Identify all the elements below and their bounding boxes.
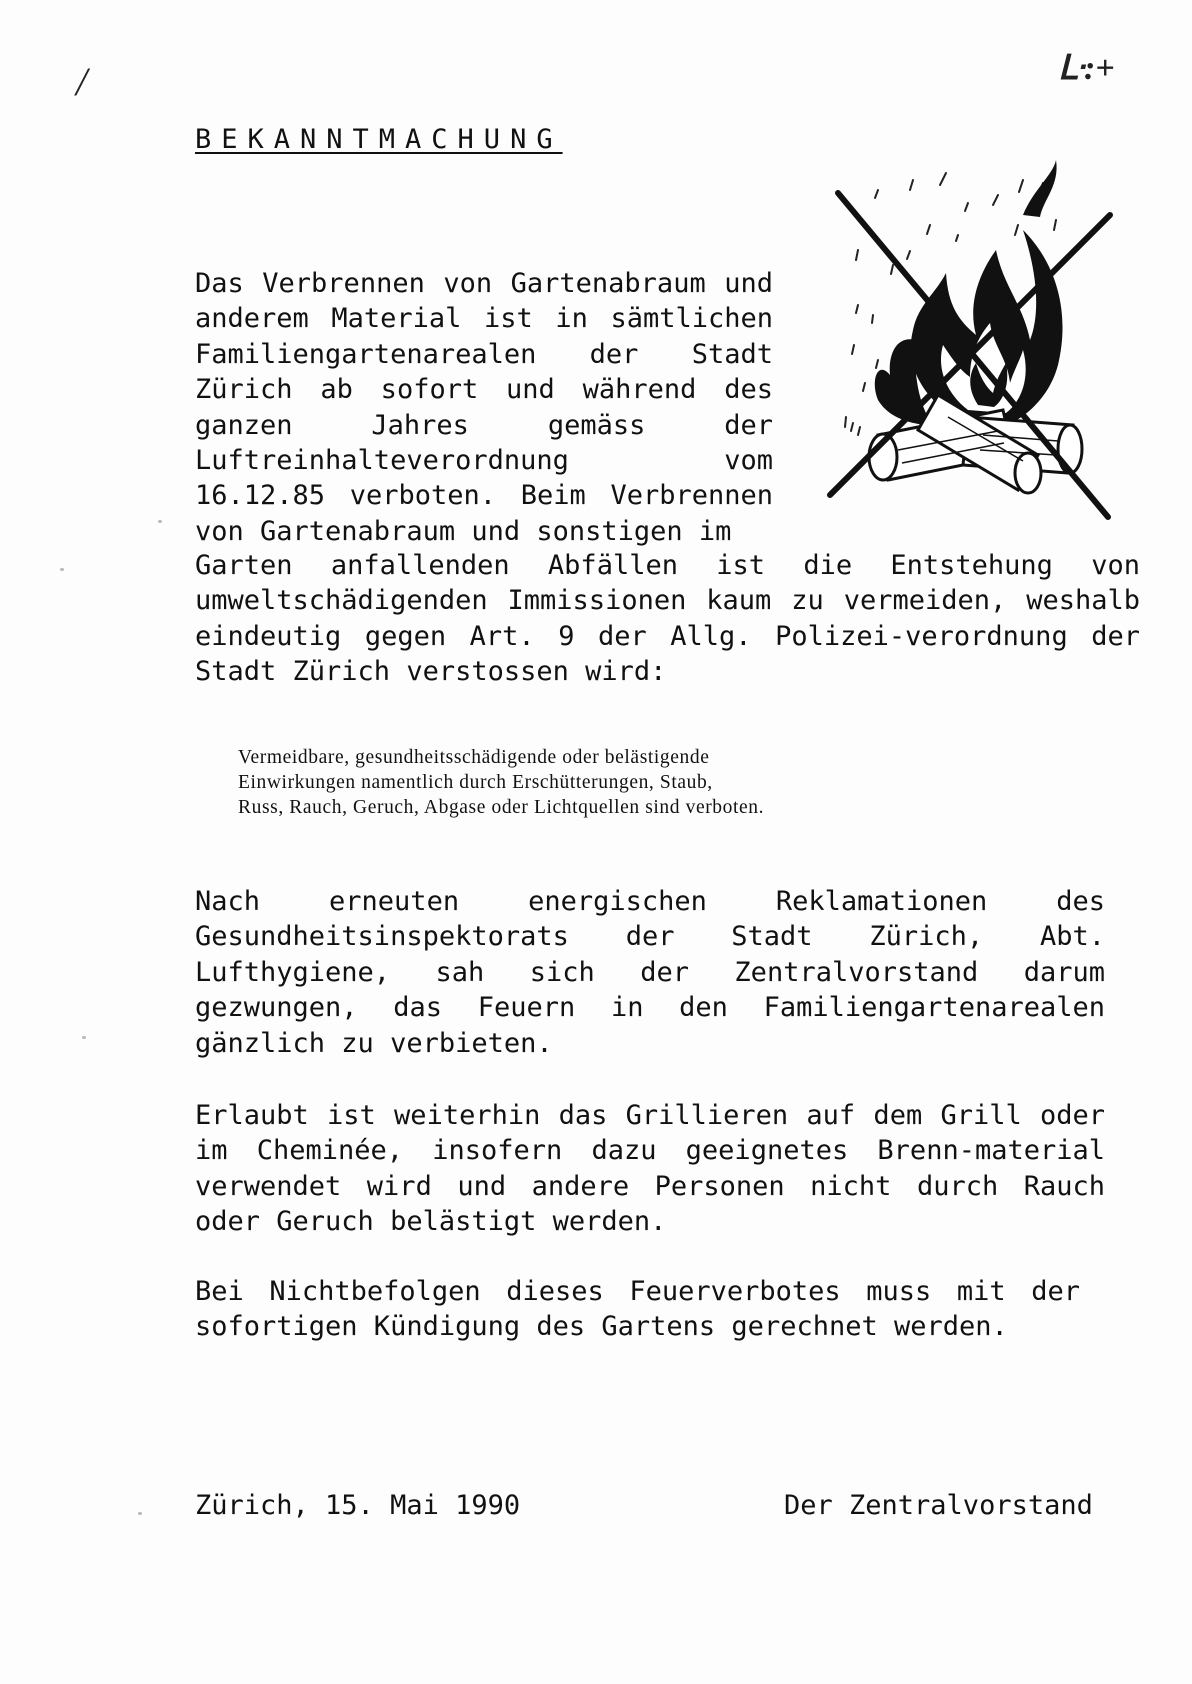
corner-mark: / [76,59,88,104]
ordinance-quote [238,745,1118,820]
intro-paragraph-part1: Das Verbrennen von Gartenabraum und anderem Material ist in sämtlichen Familiengartenarealen der Stadt Zürich ab sofort und während des ganzen Jahres gemäss der Luftreinhalteverordnung vom 16.12.85 verboten. Beim Verbrennen von Gartenabraum und sonstigen im [195,268,773,547]
complaint-paragraph: Nach erneuten energischen Reklamationen des Gesundheitsinspektorats der Stadt Zürich, Abt. Lufthygiene, sah sich der Zentralvorstand darum gezwungen, das Feuern in den Familiengartenarealen gänzlich zu verbieten. [195,886,1105,1059]
scan-speck [82,1036,86,1039]
intro-paragraph-part2: Garten anfallenden Abfällen ist die Entstehung von umweltschädigenden Immissionen kaum zu vermeiden, weshalb eindeutig gegen Art. 9 der Allg. Polizei-verordnung der Stadt Zürich verstossen wird: [195,550,1140,688]
handwritten-page-number: ᒷ:+ [1058,50,1115,87]
quote-line: Russ, Rauch, Geruch, Abgase oder Lichtquellen sind verboten. [238,797,765,818]
scan-speck [158,520,162,523]
quote-line: Vermeidbare, gesundheitsschädigende oder belästigende [238,747,710,768]
scan-speck [60,568,64,571]
quote-line: Einwirkungen namentlich durch Erschütterungen, Staub, [238,772,713,793]
scan-speck [138,1512,142,1515]
page-title: BEKANNTMACHUNG [195,124,563,155]
grill-paragraph: Erlaubt ist weiterhin das Grillieren auf dem Grill oder im Cheminée, insofern dazu geeignetes Brenn-material verwendet wird und andere Personen nicht durch Rauch oder Geruch belästigt werden. [195,1100,1105,1238]
penalty-paragraph: Bei Nichtbefolgen dieses Feuerverbotes muss mit der sofortigen Kündigung des Gartens gerechnet werden. [195,1276,1080,1343]
no-fire-icon [818,155,1118,525]
place-date: Zürich, 15. Mai 1990 [195,1490,521,1521]
signature: Der Zentralvorstand [784,1490,1093,1521]
